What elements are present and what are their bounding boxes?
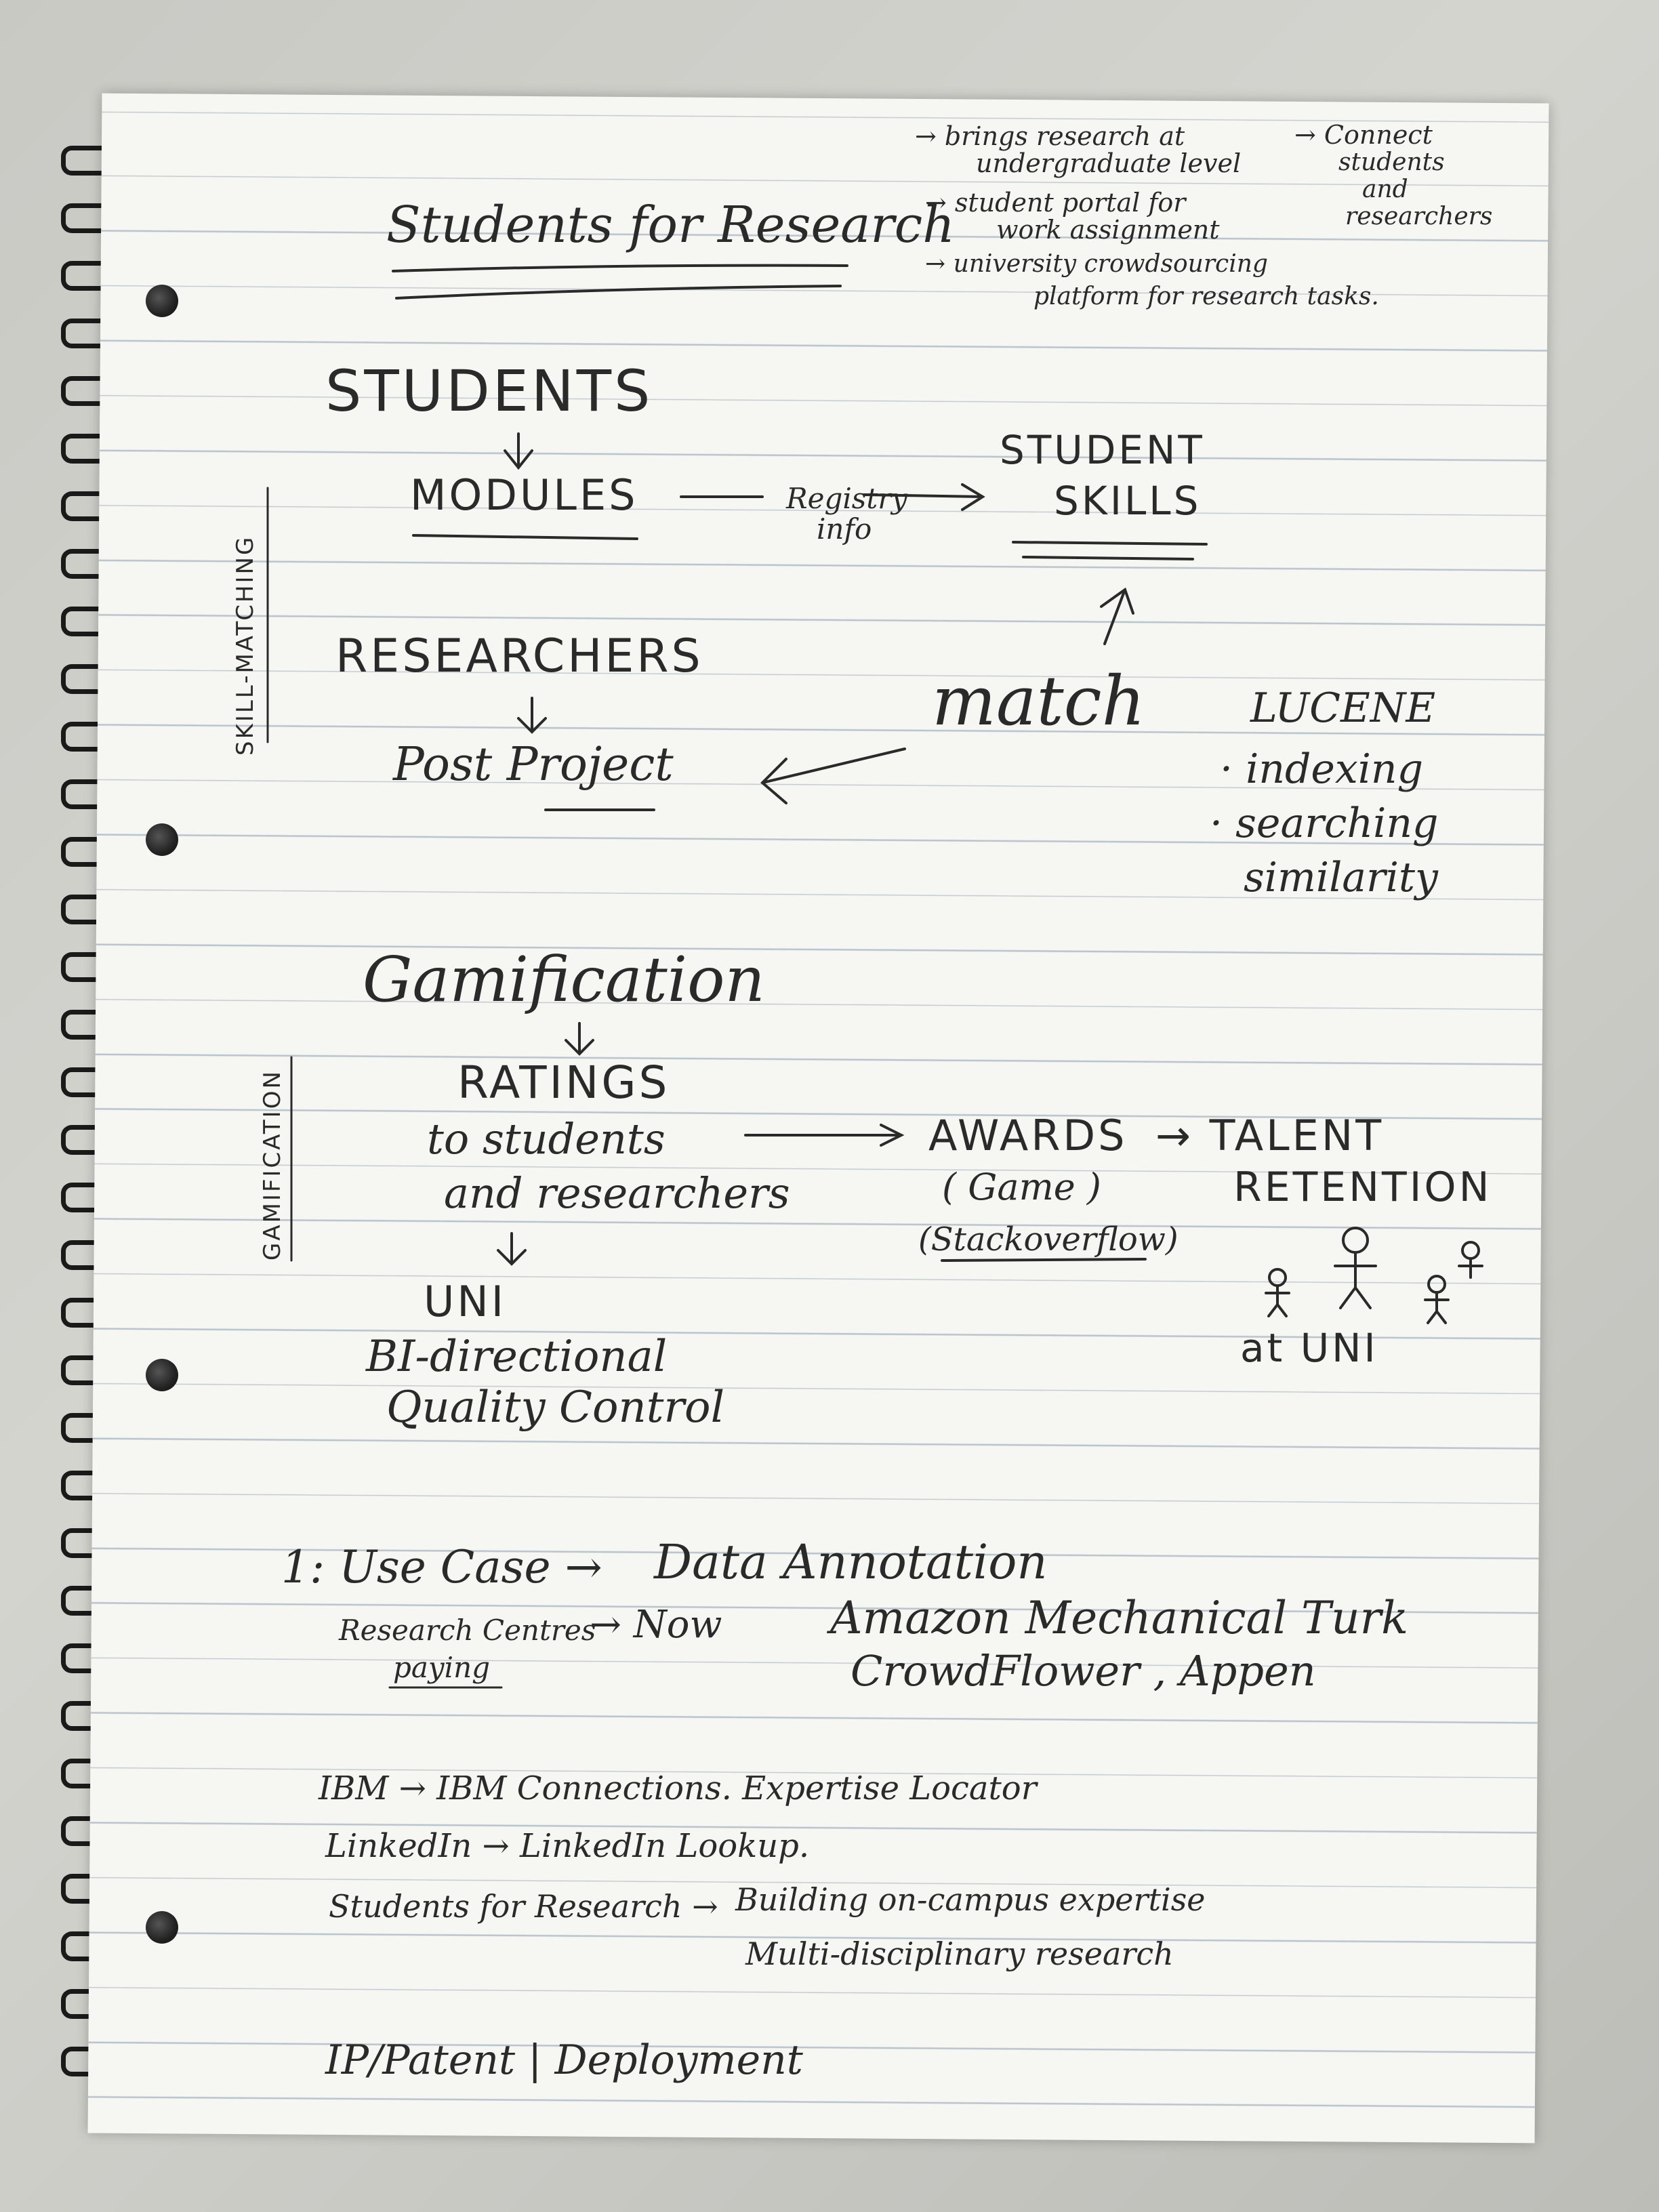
student-skills-label: SKILLS (1054, 478, 1202, 524)
post-project-label: Post Project (393, 738, 674, 792)
note-text: → Connect (1294, 120, 1433, 150)
stackoverflow-label: (Stackoverflow) (918, 1221, 1179, 1258)
note-text: → university crowdsourcing (925, 250, 1268, 278)
modules-underline (413, 535, 637, 539)
note-ip: IP/Patent | Deployment (325, 2036, 803, 2084)
crowdflower-label: CrowdFlower , Appen (851, 1646, 1316, 1696)
amazon-label: Amazon Mechanical Turk (830, 1592, 1409, 1644)
stackoverflow-underline (942, 1259, 1145, 1261)
game-label: ( Game ) (942, 1166, 1101, 1208)
gamification-heading: Gamification (363, 943, 765, 1016)
registry-label: Registry (786, 482, 908, 515)
right-arrow-icon (745, 1125, 901, 1145)
paying-label: paying (393, 1651, 491, 1684)
modules-label: MODULES (410, 470, 638, 520)
note-ibm: IBM → IBM Connections. Expertise Locator (319, 1769, 1037, 1807)
uni-label: UNI (424, 1277, 507, 1326)
retention-label: RETENTION (1233, 1164, 1492, 1211)
awards-label: AWARDS (928, 1111, 1128, 1160)
bidirectional-label: BI-directional (366, 1332, 668, 1382)
match-label: match (932, 661, 1146, 741)
side-label: SKILL-MATCHING (232, 535, 259, 756)
note-text: and (1362, 176, 1408, 203)
note-multi: Multi-disciplinary research (745, 1936, 1174, 1972)
research-centres-label: Research Centres (339, 1614, 596, 1647)
note-text: work assignment (996, 215, 1220, 245)
talent-label: → TALENT (1155, 1111, 1385, 1160)
registry-label: info (817, 512, 872, 546)
at-uni-label: at UNI (1240, 1325, 1378, 1371)
down-arrow-icon (498, 1233, 525, 1264)
stick-figures-icon (1266, 1228, 1482, 1323)
up-arrow-icon (1101, 590, 1133, 644)
ratings-label: RATINGS (457, 1057, 670, 1109)
data-annotation-label: Data Annotation (654, 1534, 1048, 1590)
researchers-heading: RESEARCHERS (335, 630, 703, 683)
down-arrow-icon (566, 1023, 593, 1054)
students-heading: STUDENTS (325, 358, 653, 424)
note-text: students (1338, 148, 1445, 176)
note-text: platform for research tasks. (1033, 283, 1379, 310)
note-text: → brings research at (915, 121, 1185, 151)
ratings-detail: and researchers (444, 1168, 790, 1218)
now-label: → Now (590, 1603, 722, 1647)
student-skills-label: STUDENT (1000, 427, 1205, 473)
down-arrow-icon (505, 434, 532, 468)
skills-underline (1013, 542, 1206, 544)
skills-underline (1023, 557, 1193, 559)
ratings-detail: to students (427, 1114, 665, 1164)
note-linkedin: LinkedIn → LinkedIn Lookup. (325, 1827, 810, 1865)
note-sfr: Students for Research → (329, 1888, 718, 1925)
title-underline (396, 286, 840, 298)
lucene-feature: · indexing (1220, 745, 1423, 793)
quality-control-label: Quality Control (386, 1382, 725, 1433)
note-text: undergraduate level (976, 148, 1242, 178)
left-arrow-icon (762, 749, 905, 803)
page-title: Students for Research (386, 196, 955, 254)
side-label: GAMIFICATION (259, 1069, 286, 1261)
title-underline (393, 266, 847, 271)
use-case-label: 1: Use Case → (281, 1541, 602, 1593)
note-building: Building on-campus expertise (735, 1881, 1206, 1918)
lucene-feature: similarity (1244, 854, 1438, 901)
note-text: researchers (1345, 203, 1493, 230)
lucene-label: LUCENE (1250, 684, 1436, 732)
down-arrow-icon (518, 698, 546, 732)
lucene-feature: · searching (1210, 800, 1439, 847)
note-text: → student portal for (925, 188, 1186, 218)
